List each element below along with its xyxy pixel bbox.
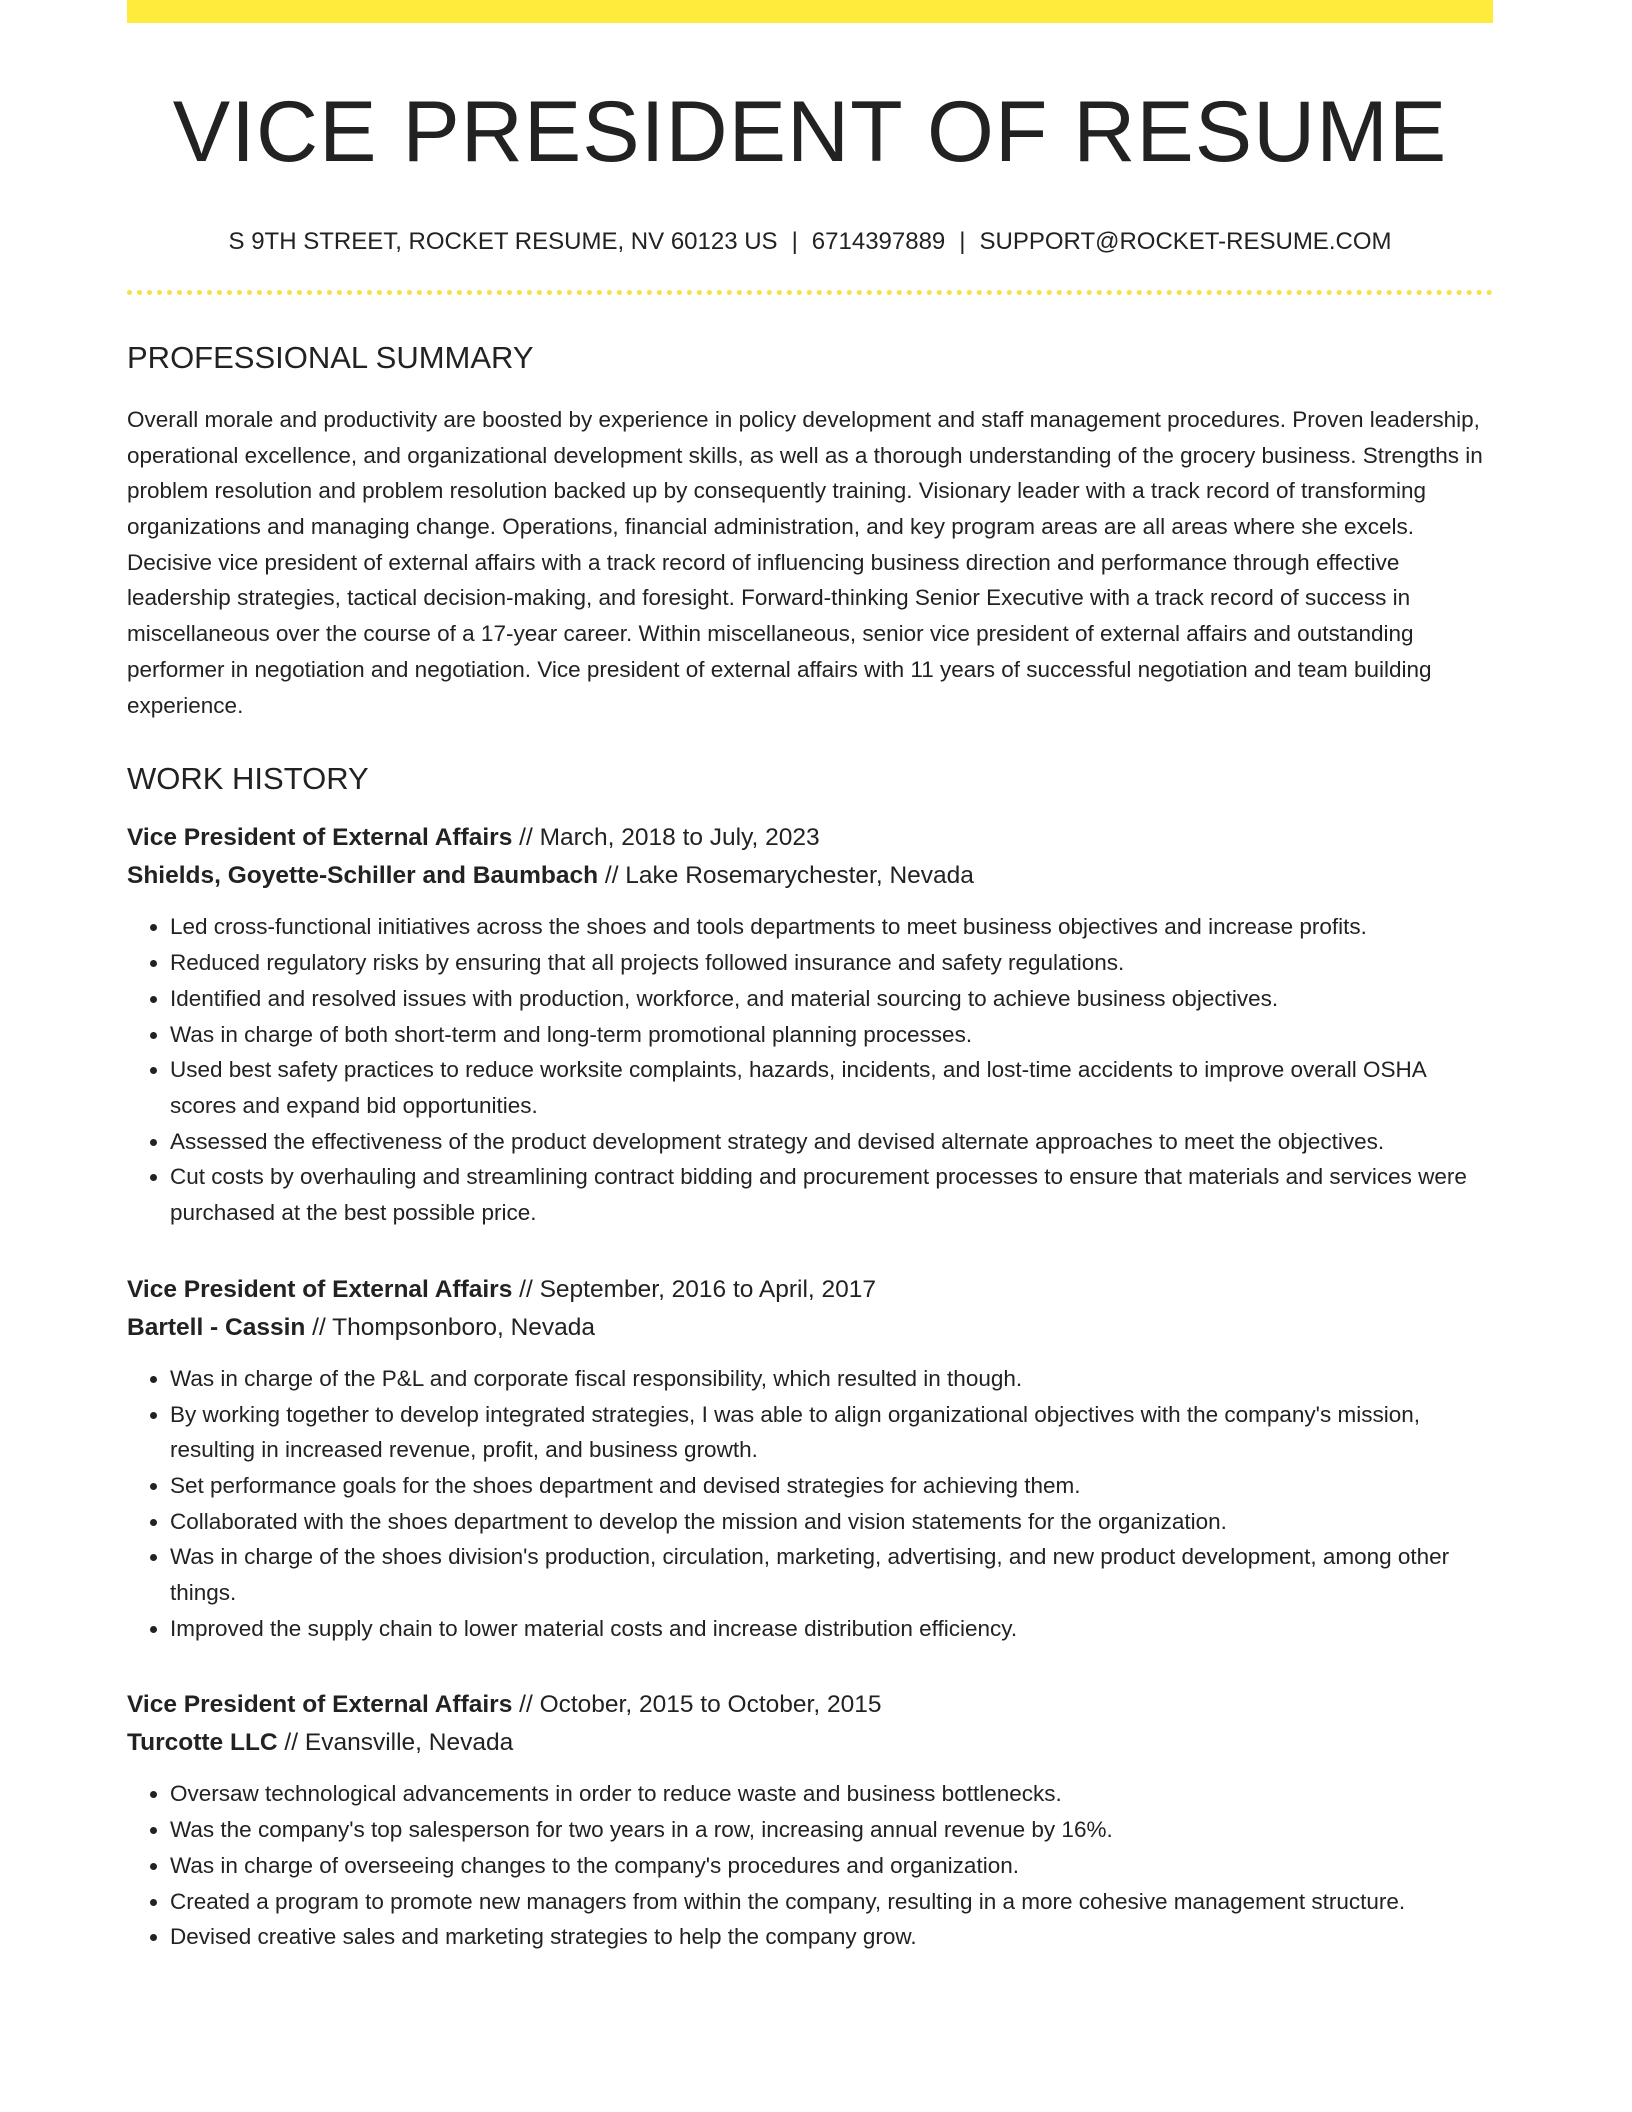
job-bullet: • Was in charge of the shoes division's production, circulation, marketing, advertising, and new product development, among other things. [170, 1539, 1493, 1610]
job-bullet: • Created a program to promote new managers from within the company, resulting in a more cohesive management structure. [170, 1884, 1493, 1920]
job-bullet: • Identified and resolved issues with production, workforce, and material sourcing to achieve business objectives. [170, 981, 1493, 1017]
job-bullet: • Led cross-functional initiatives across the shoes and tools departments to meet business objectives and increase profits. [170, 909, 1493, 945]
job-entry [127, 1271, 1493, 1647]
job-bullet: • Assessed the effectiveness of the product development strategy and devised alternate approaches to meet the objectives. [170, 1124, 1493, 1160]
job-location: // Thompsonboro, Nevada [305, 1313, 596, 1341]
dotted-divider [127, 290, 1493, 295]
contact-email: SUPPORT@ROCKET-RESUME.COM [979, 227, 1392, 255]
contact-separator: | [791, 227, 798, 255]
job-company: Shields, Goyette-Schiller and Baumbach [127, 862, 599, 890]
job-bullet: • Devised creative sales and marketing strategies to help the company grow. [170, 1919, 1493, 1955]
job-entry [127, 1686, 1493, 1955]
contact-phone: 6714397889 [811, 227, 946, 255]
job-bullet: • Was in charge of both short-term and long-term promotional planning processes. [170, 1017, 1493, 1053]
job-bullets [127, 1776, 1493, 1955]
job-company-line [127, 1309, 1493, 1347]
job-title: Vice President of External Affairs [127, 1691, 513, 1719]
job-bullet: • Used best safety practices to reduce worksite complaints, hazards, incidents, and lost-time accidents to improve overall OSHA scores and expand bid opportunities. [170, 1052, 1493, 1123]
job-company: Bartell - Cassin [127, 1313, 306, 1341]
job-entry [127, 819, 1493, 1230]
job-dates: // October, 2015 to October, 2015 [512, 1691, 882, 1719]
job-company-line [127, 1724, 1493, 1762]
job-bullets [127, 909, 1493, 1230]
resume-content [127, 23, 1493, 1955]
job-title: Vice President of External Affairs [127, 824, 513, 852]
job-bullet: • Collaborated with the shoes department to develop the mission and vision statements for the organization. [170, 1504, 1493, 1540]
job-bullet: • Set performance goals for the shoes department and devised strategies for achieving them. [170, 1468, 1493, 1504]
job-title-line [127, 1686, 1493, 1724]
job-dates: // September, 2016 to April, 2017 [512, 1275, 877, 1303]
job-title-line [127, 819, 1493, 857]
job-bullet: • Reduced regulatory risks by ensuring that all projects followed insurance and safety regulations. [170, 945, 1493, 981]
job-bullet: • By working together to develop integrated strategies, I was able to align organizational objectives with the company's mission, resulting in increased revenue, profit, and business growth. [170, 1397, 1493, 1468]
job-company-line [127, 857, 1493, 895]
job-bullet: • Improved the supply chain to lower material costs and increase distribution efficiency. [170, 1611, 1493, 1647]
job-bullet: • Was in charge of overseeing changes to the company's procedures and organization. [170, 1848, 1493, 1884]
contact-address: S 9TH STREET, ROCKET RESUME, NV 60123 US [228, 227, 778, 255]
contact-separator: | [959, 227, 966, 255]
job-bullets [127, 1361, 1493, 1647]
summary-text: Overall morale and productivity are boosted by experience in policy development and staff management procedures. Proven leadership, operational excellence, and organizational development skills, as well as a thorough understanding of the grocery business. Strengths in problem resolution and problem resolution backed up by consequently training. Visionary leader with a track record of transforming organizations and managing change. Operations, financial administration, and key program areas are all areas where she excels. Decisive vice president of external affairs with a track record of influencing business direction and performance through effective leadership strategies, tactical decision-making, and foresight. Forward-thinking Senior Executive with a track record of success in miscellaneous over the course of a 17-year career. Within miscellaneous, senior vice president of external affairs and outstanding performer in negotiation and negotiation. Vice president of external affairs with 11 years of successful negotiation and team building experience. [127, 406, 1483, 718]
accent-bar [127, 0, 1493, 23]
job-bullet: • Oversaw technological advancements in order to reduce waste and business bottlenecks. [170, 1776, 1493, 1812]
job-title-line [127, 1271, 1493, 1309]
job-title: Vice President of External Affairs [127, 1275, 513, 1303]
job-bullet: • Was in charge of the P&L and corporate fiscal responsibility, which resulted in though. [170, 1361, 1493, 1397]
job-company: Turcotte LLC [127, 1729, 278, 1757]
summary-heading: PROFESSIONAL SUMMARY [127, 339, 534, 375]
job-bullet: • Cut costs by overhauling and streamlining contract bidding and procurement processes to ensure that materials and services were purchased at the best possible price. [170, 1159, 1493, 1230]
job-dates: // March, 2018 to July, 2023 [512, 824, 820, 852]
contact-line [127, 226, 1493, 257]
candidate-name: VICE PRESIDENT OF RESUME [172, 84, 1448, 180]
job-location: // Lake Rosemarychester, Nevada [598, 862, 974, 890]
job-bullet: • Was the company's top salesperson for two years in a row, increasing annual revenue by 16%. [170, 1812, 1493, 1848]
job-location: // Evansville, Nevada [277, 1729, 514, 1757]
work-history-heading: WORK HISTORY [127, 761, 369, 797]
